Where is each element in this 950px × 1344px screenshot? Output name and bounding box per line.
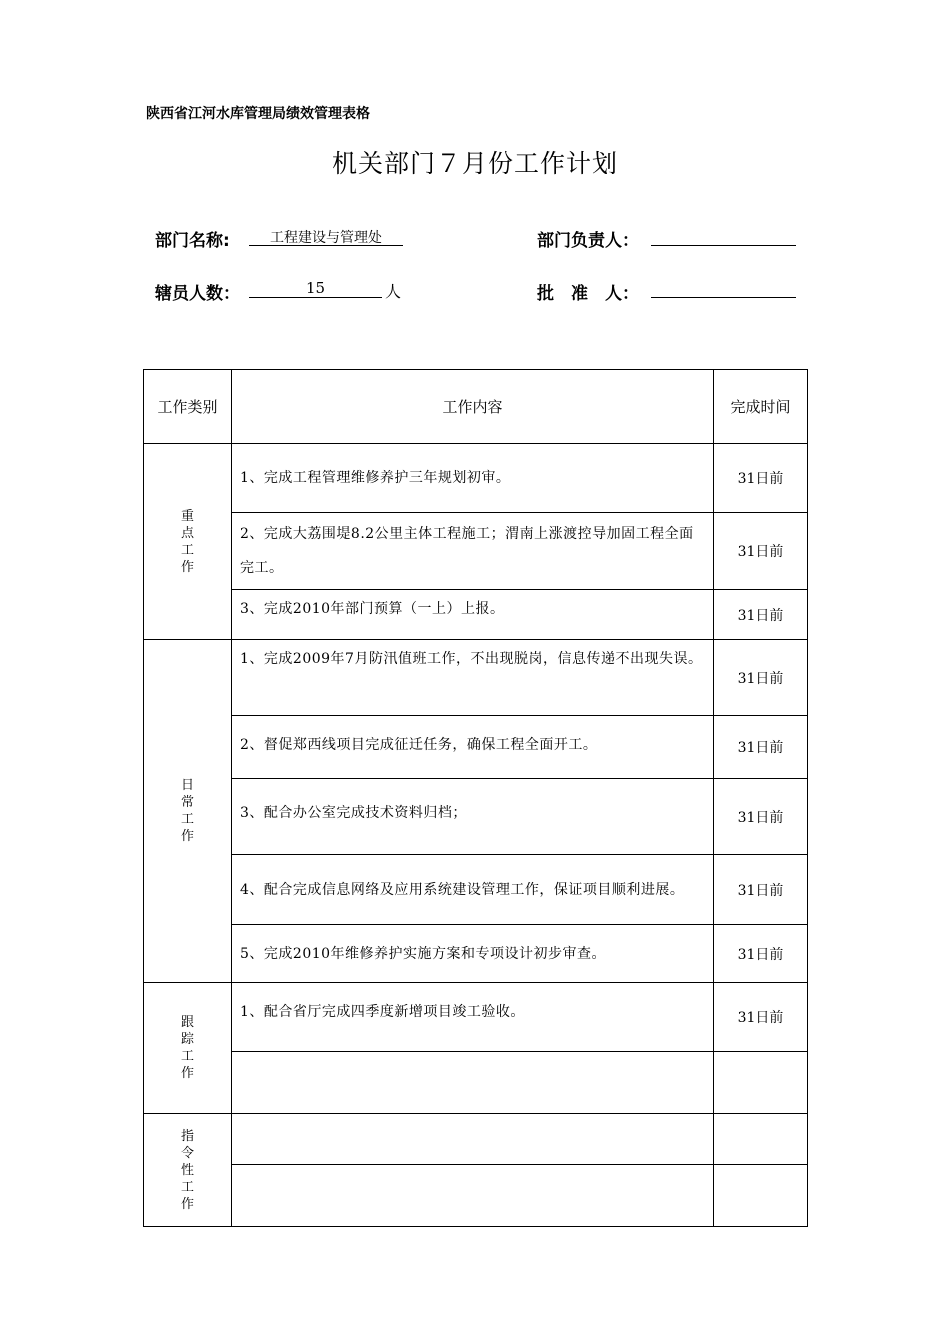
task-time: 31日前 [714, 925, 808, 983]
header-content: 工作内容 [232, 370, 714, 444]
header-time: 完成时间 [714, 370, 808, 444]
task-time: 31日前 [714, 513, 808, 590]
dept-name-value: 工程建设与管理处 [270, 230, 382, 246]
dept-head-underline [651, 225, 796, 246]
category-key-work: 重点工作 [144, 444, 232, 640]
table-header-row [144, 370, 808, 444]
table-row [144, 925, 808, 983]
task-time: 31日前 [714, 640, 808, 716]
task-content: 3、配合办公室完成技术资料归档； [232, 779, 714, 855]
category-daily-work: 日常工作 [144, 640, 232, 983]
task-content: 4、配合完成信息网络及应用系统建设管理工作，保证项目顺利进展。 [232, 855, 714, 925]
task-content: 3、完成2010年部门预算（一上）上报。 [232, 590, 714, 640]
task-time: 31日前 [714, 855, 808, 925]
table-row [144, 779, 808, 855]
task-content: 1、完成2009年7月防汛值班工作，不出现脱岗，信息传递不出现失误。 [232, 640, 714, 716]
dept-name-label: 部门名称: [155, 231, 230, 251]
approver-underline [651, 277, 796, 298]
task-content: 2、完成大荔围堤8.2公里主体工程施工；渭南上涨渡控导加固工程全面完工。 [232, 513, 714, 590]
task-content: 2、督促郑西线项目完成征迁任务，确保工程全面开工。 [232, 716, 714, 779]
task-content: 1、完成工程管理维修养护三年规划初审。 [232, 444, 714, 513]
table-row [144, 983, 808, 1052]
task-time: 31日前 [714, 983, 808, 1052]
task-time: 31日前 [714, 716, 808, 779]
category-tracking-work: 跟踪工作 [144, 983, 232, 1114]
staff-count-unit: 人 [385, 282, 402, 301]
table-row [144, 855, 808, 925]
task-time [714, 1052, 808, 1114]
task-content [232, 1052, 714, 1114]
table-row [144, 1052, 808, 1114]
staff-count-label: 辖员人数： [155, 284, 240, 304]
task-time: 31日前 [714, 590, 808, 640]
task-time [714, 1114, 808, 1165]
task-time: 31日前 [714, 779, 808, 855]
work-plan-table [143, 369, 808, 1227]
category-directive-work: 指令性工作 [144, 1114, 232, 1227]
task-content [232, 1165, 714, 1227]
table-row [144, 1165, 808, 1227]
task-content: 5、完成2010年维修养护实施方案和专项设计初步审查。 [232, 925, 714, 983]
header-category: 工作类别 [144, 370, 232, 444]
task-content: 1、配合省厅完成四季度新增项目竣工验收。 [232, 983, 714, 1052]
approver-label: 批 准 人： [537, 284, 639, 304]
table-row [144, 640, 808, 716]
table-row [144, 716, 808, 779]
task-time [714, 1165, 808, 1227]
table-row [144, 590, 808, 640]
table-row [144, 1114, 808, 1165]
table-row [144, 444, 808, 513]
page-title: 机关部门７月份工作计划 [331, 149, 618, 178]
staff-count-value: 15 [305, 279, 326, 297]
task-time: 31日前 [714, 444, 808, 513]
organization-name: 陕西省江河水库管理局绩效管理表格 [146, 106, 370, 122]
dept-head-label: 部门负责人： [537, 231, 639, 251]
table-row [144, 513, 808, 590]
task-content [232, 1114, 714, 1165]
